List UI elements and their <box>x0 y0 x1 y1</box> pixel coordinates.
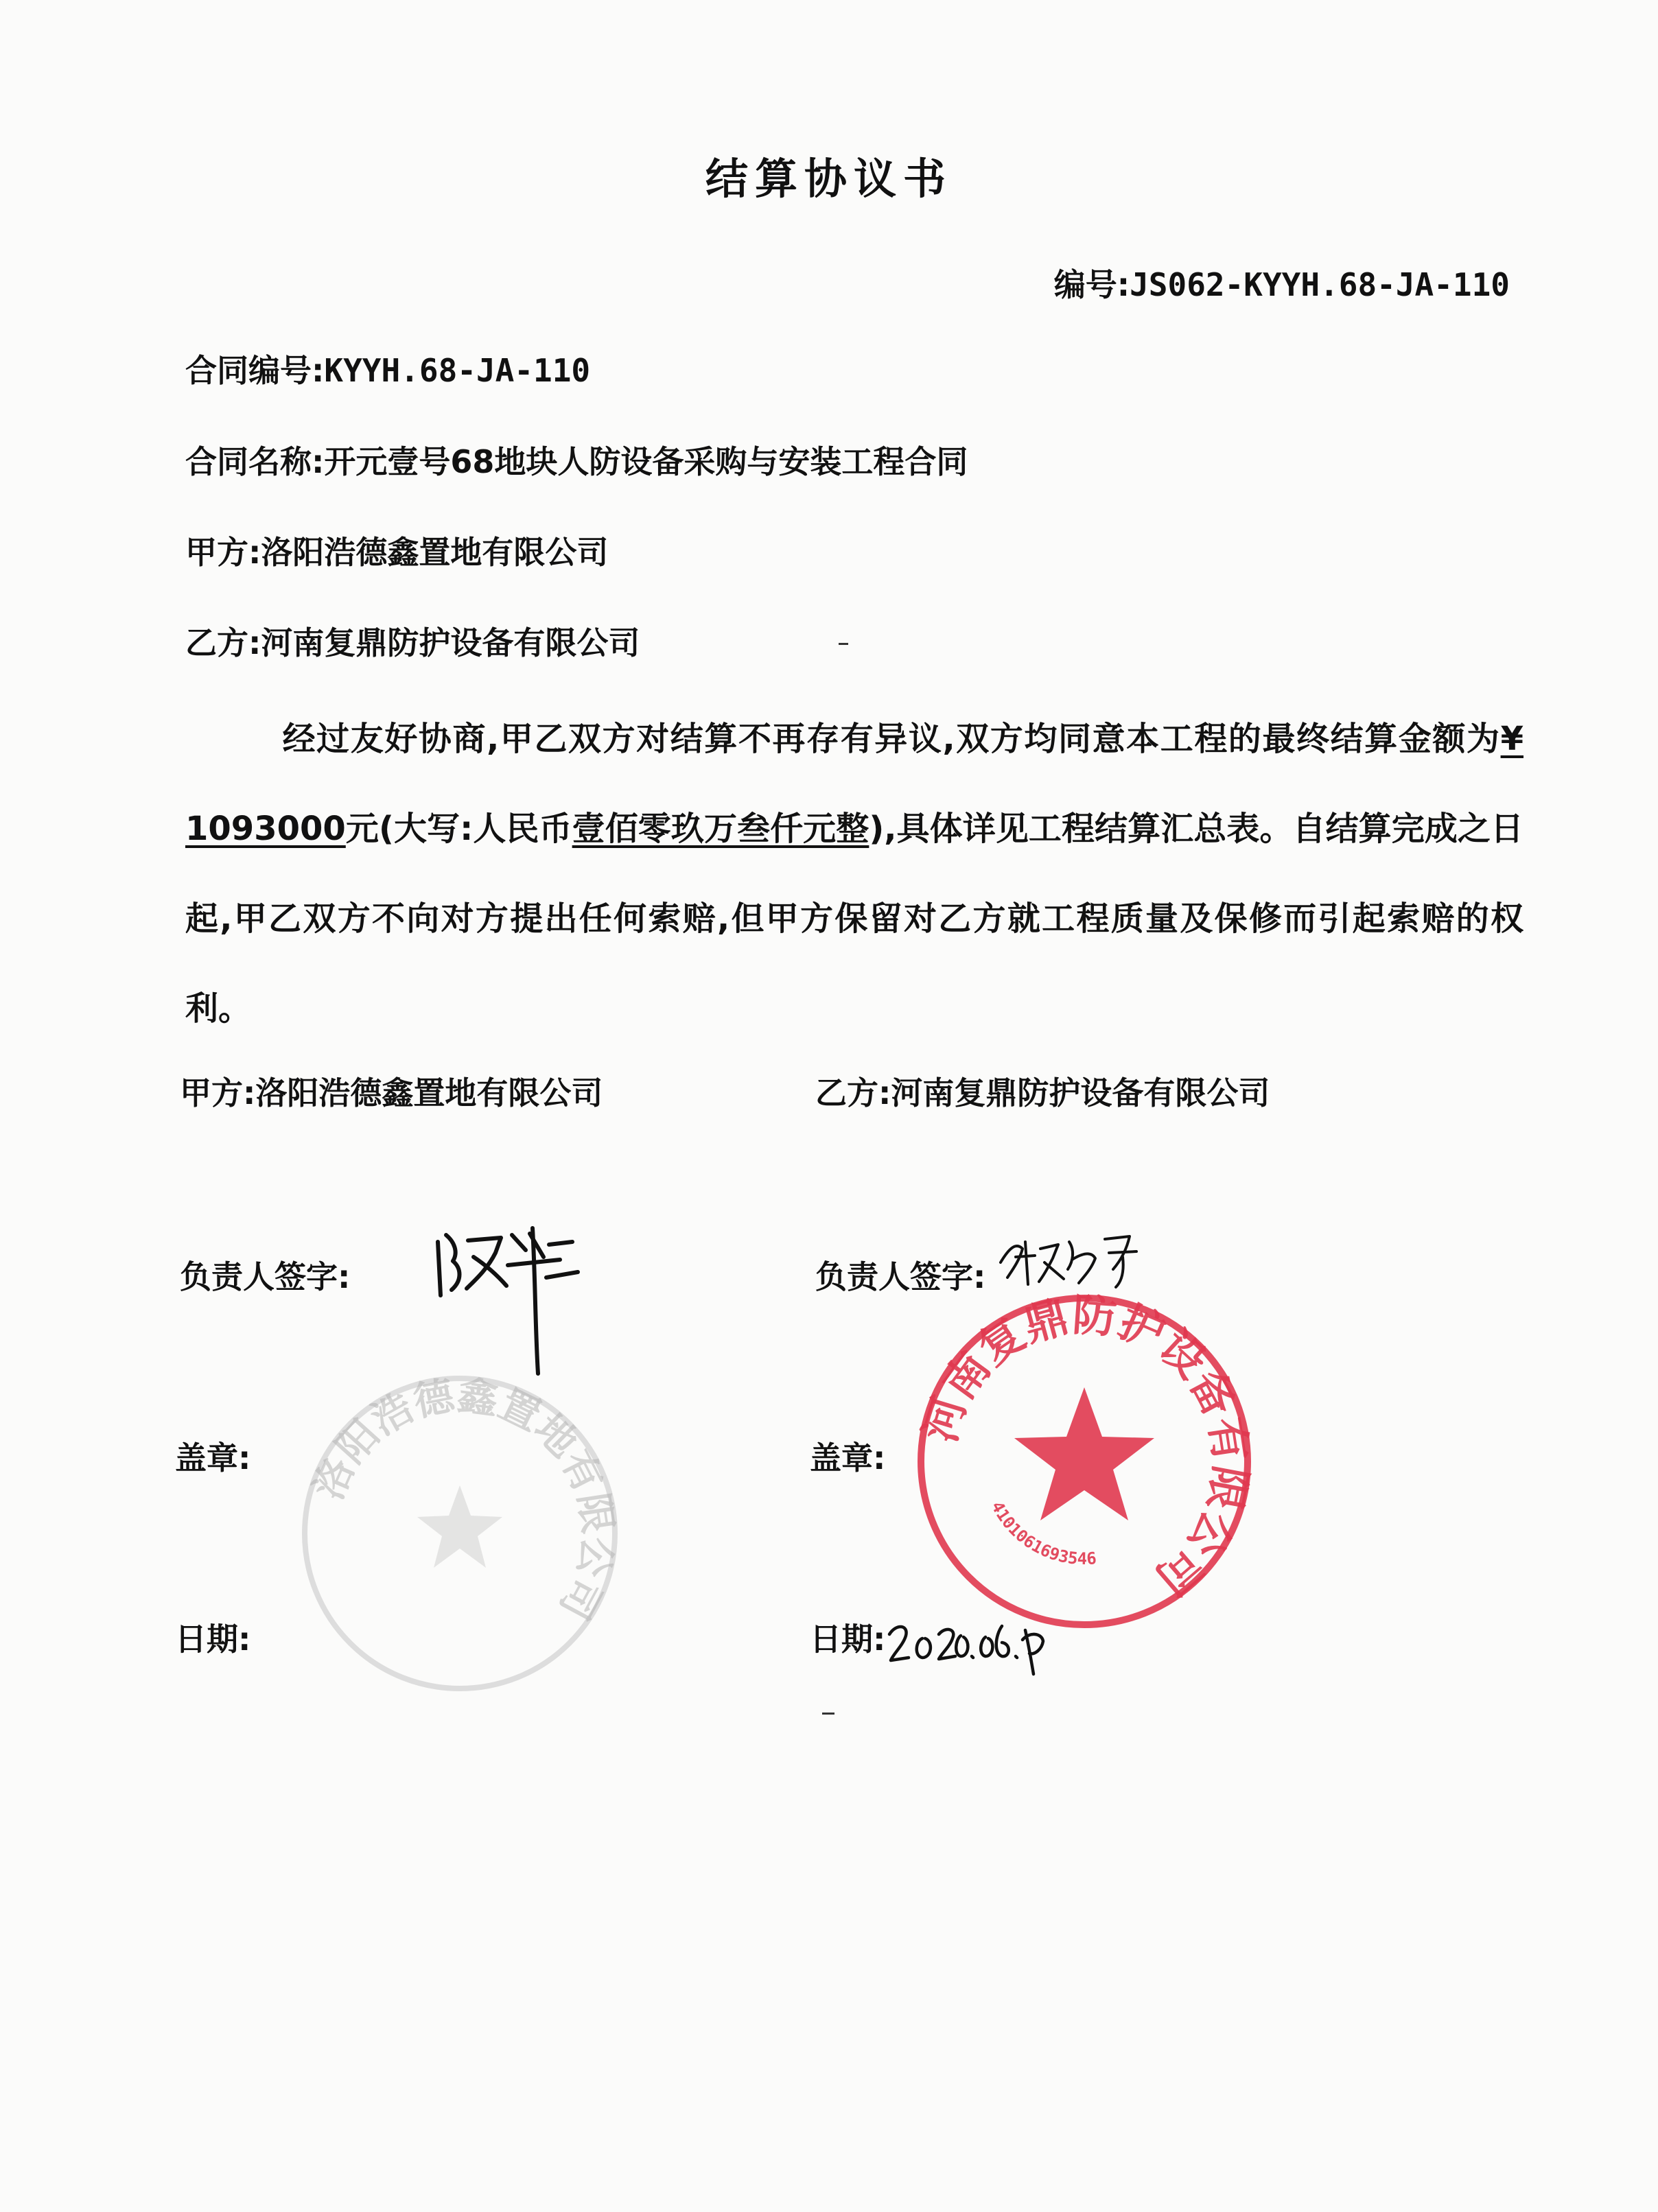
serial-number <box>1053 266 1510 303</box>
contract-number <box>185 352 591 389</box>
serial-value: JS062-KYYH.68-JA-110 <box>1130 266 1510 303</box>
svg-text:4101061693546 <box>988 1498 1097 1568</box>
stray-mark-2 <box>822 1713 834 1715</box>
party-a-value: 洛阳浩德鑫置地有限公司 <box>261 534 609 571</box>
party-a-signer-label: 负责人签字: <box>180 1258 351 1295</box>
party-b-signature-line: 乙方:河南复鼎防护设备有限公司 <box>815 1074 1270 1111</box>
body-part-3: ),具体详见工程结算汇总表。自结算完成之日起,甲乙双方不向对方提出任何索赔,但甲方保留对乙方就工程质量及保修而引起索赔的权利。 <box>185 810 1523 1028</box>
party-a-label: 甲方: <box>185 534 261 571</box>
contract-name-label: 合同名称: <box>185 443 325 480</box>
seal-b-text: 河南复鼎防护设备有限公司 <box>915 1290 1256 1605</box>
body-part-2: 元(大写:人民币 <box>345 810 572 848</box>
seal-b-code: 4101061693546 <box>987 1498 1097 1569</box>
party-a-faded-company-seal <box>295 1369 624 1698</box>
party-b-seal-label: 盖章: <box>810 1439 886 1476</box>
settlement-amount: ¥ 1093000 <box>185 720 1523 848</box>
party-b <box>185 624 640 661</box>
party-a <box>185 534 609 571</box>
party-b-value: 河南复鼎防护设备有限公司 <box>261 624 640 661</box>
stray-mark <box>839 643 848 645</box>
party-b-date-label: 日期: <box>810 1621 886 1658</box>
party-a-seal-label: 盖章: <box>175 1439 251 1476</box>
party-b-signer-label: 负责人签字: <box>815 1258 986 1295</box>
document-title: 结算协议书 <box>705 154 953 204</box>
party-a-handwritten-signature <box>425 1214 590 1386</box>
seal-a-text: 洛阳浩德鑫置地有限公司 <box>304 1372 622 1627</box>
serial-label: 编号: <box>1053 266 1130 303</box>
agreement-body <box>185 694 1523 1054</box>
contract-no-value: KYYH.68-JA-110 <box>324 352 591 389</box>
party-a-signature-line: 甲方:洛阳浩德鑫置地有限公司 <box>180 1074 603 1111</box>
contract-no-label: 合同编号: <box>185 352 325 389</box>
contract-name-value: 开元壹号68地块人防设备采购与安装工程合同 <box>324 443 968 480</box>
party-b-company-seal <box>913 1290 1256 1633</box>
amount-in-words: 壹佰零玖万叁仟元整 <box>572 810 869 848</box>
party-b-label: 乙方: <box>185 624 261 661</box>
party-b-handwritten-signature <box>995 1221 1146 1297</box>
body-part-1: 经过友好协商,甲乙双方对结算不再存有异议,双方均同意本工程的最终结算金额为 <box>281 720 1501 758</box>
party-a-date-label: 日期: <box>175 1621 251 1658</box>
contract-name <box>185 443 968 480</box>
